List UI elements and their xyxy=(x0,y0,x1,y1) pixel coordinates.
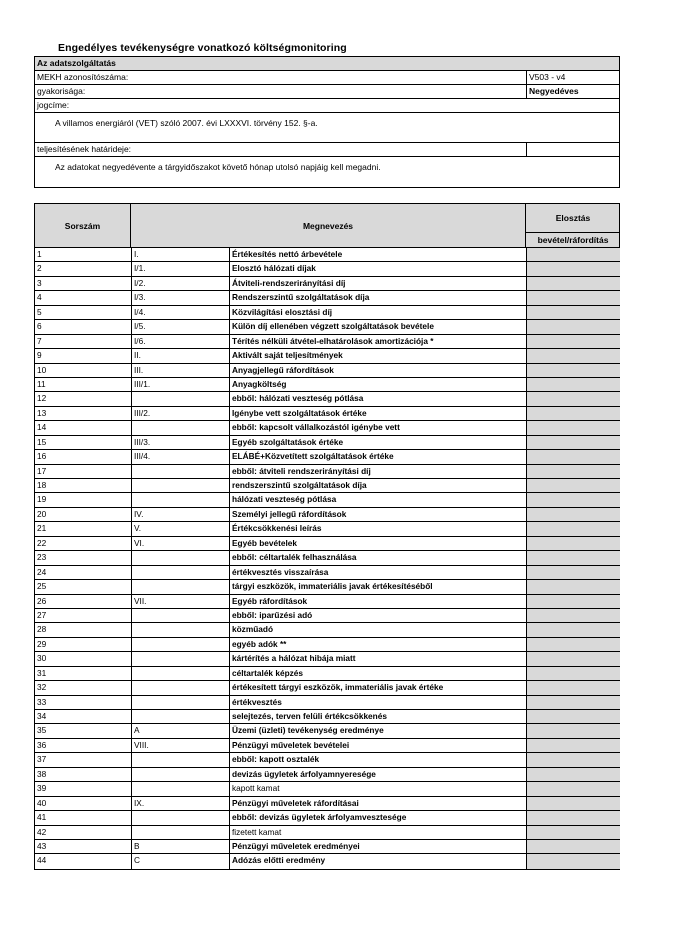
row-code xyxy=(131,811,229,824)
row-name: Átviteli-rendszerirányítási díj xyxy=(229,277,526,290)
row-number: 5 xyxy=(37,306,42,317)
row-name: ELÁBÉ+Közvetített szolgáltatások értéke xyxy=(229,450,526,463)
row-number: 13 xyxy=(37,407,47,418)
row-value-cell[interactable] xyxy=(526,638,620,651)
table-row xyxy=(35,508,619,522)
column-header-megnevezes: Megnevezés xyxy=(131,204,526,247)
row-value-cell[interactable] xyxy=(526,551,620,564)
row-name: Értékesítés nettó árbevétele xyxy=(229,248,526,261)
row-name: Üzemi (üzleti) tevékenység eredménye xyxy=(229,724,526,737)
row-code: I/3. xyxy=(131,291,229,304)
legal-row xyxy=(35,99,619,113)
mekh-row xyxy=(35,71,619,85)
frequency-row xyxy=(35,85,619,99)
row-value-cell[interactable] xyxy=(526,436,620,449)
row-code xyxy=(131,667,229,680)
row-code xyxy=(131,638,229,651)
deadline-text: Az adatokat negyedévente a tárgyidőszakot követő hónap utolsó napjáig kell megadni. xyxy=(55,162,381,172)
row-number: 28 xyxy=(37,624,47,635)
row-code: I/2. xyxy=(131,277,229,290)
table-row xyxy=(35,782,619,796)
row-value-cell[interactable] xyxy=(526,450,620,463)
row-name: kártérítés a hálózat hibája miatt xyxy=(229,652,526,665)
table-row xyxy=(35,595,619,609)
row-number: 15 xyxy=(37,436,47,447)
row-name: Pénzügyi műveletek bevételei xyxy=(229,739,526,752)
row-code xyxy=(131,826,229,839)
row-value-cell[interactable] xyxy=(526,797,620,810)
row-value-cell[interactable] xyxy=(526,609,620,622)
info-block xyxy=(34,56,620,188)
table-header xyxy=(35,204,619,248)
row-name: selejtezés, terven felüli értékcsökkenés xyxy=(229,710,526,723)
row-number: 11 xyxy=(37,378,46,389)
row-code xyxy=(131,465,229,478)
row-code xyxy=(131,609,229,622)
row-code: III/4. xyxy=(131,450,229,463)
row-code: III/1. xyxy=(131,378,229,391)
row-code xyxy=(131,493,229,506)
row-number: 20 xyxy=(37,508,47,519)
row-number: 30 xyxy=(37,653,47,664)
row-name: rendszerszintű szolgáltatások díja xyxy=(229,479,526,492)
table-row xyxy=(35,797,619,811)
row-code xyxy=(131,652,229,665)
row-number: 14 xyxy=(37,422,47,433)
row-number: 36 xyxy=(37,739,47,750)
row-value-cell[interactable] xyxy=(526,421,620,434)
row-value-cell[interactable] xyxy=(526,248,620,261)
row-code xyxy=(131,479,229,492)
row-code xyxy=(131,696,229,709)
row-value-cell[interactable] xyxy=(526,753,620,766)
row-code: I/4. xyxy=(131,306,229,319)
row-name: egyéb adók ** xyxy=(229,638,526,651)
table-row xyxy=(35,479,619,493)
table-row xyxy=(35,609,619,623)
row-code xyxy=(131,580,229,593)
row-code: II. xyxy=(131,349,229,362)
row-value-cell[interactable] xyxy=(526,537,620,550)
table-row xyxy=(35,306,619,320)
row-code: A xyxy=(131,724,229,737)
row-number: 19 xyxy=(37,494,47,505)
row-value-cell[interactable] xyxy=(526,826,620,839)
row-value-cell[interactable] xyxy=(526,378,620,391)
row-code xyxy=(131,782,229,795)
table-row xyxy=(35,248,619,262)
row-name: kapott kamat xyxy=(229,782,526,795)
table-row xyxy=(35,493,619,507)
row-name: Aktivált saját teljesítmények xyxy=(229,349,526,362)
row-code xyxy=(131,768,229,781)
row-name: Egyéb bevételek xyxy=(229,537,526,550)
row-number: 10 xyxy=(37,364,47,375)
row-value-cell[interactable] xyxy=(526,522,620,535)
row-name: tárgyi eszközök, immateriális javak értékesítéséből xyxy=(229,580,526,593)
row-code: C xyxy=(131,854,229,868)
deadline-row xyxy=(35,143,619,157)
row-code xyxy=(131,623,229,636)
table-row xyxy=(35,681,619,695)
row-number: 34 xyxy=(37,711,47,721)
row-name: Egyéb szolgáltatások értéke xyxy=(229,436,526,449)
row-number: 9 xyxy=(37,350,42,361)
legal-label: jogcíme: xyxy=(37,100,70,110)
row-name: Pénzügyi műveletek ráfordításai xyxy=(229,797,526,810)
row-value-cell[interactable] xyxy=(526,681,620,694)
row-value-cell[interactable] xyxy=(526,349,620,362)
row-name: Egyéb ráfordítások xyxy=(229,595,526,608)
row-code: IX. xyxy=(131,797,229,810)
row-number: 27 xyxy=(37,609,47,620)
row-code xyxy=(131,753,229,766)
table-row xyxy=(35,522,619,536)
table-row xyxy=(35,580,619,594)
row-value-cell[interactable] xyxy=(526,508,620,521)
row-code: III/2. xyxy=(131,407,229,420)
row-number: 25 xyxy=(37,581,47,592)
legal-text: A villamos energiáról (VET) szóló 2007. évi LXXXVI. törvény 152. §-a. xyxy=(55,118,318,128)
row-number: 31 xyxy=(37,667,47,678)
table-row xyxy=(35,739,619,753)
row-name: értékvesztés xyxy=(229,696,526,709)
row-code: VI. xyxy=(131,537,229,550)
table-row xyxy=(35,623,619,637)
row-code xyxy=(131,710,229,723)
deadline-label: teljesítésének határideje: xyxy=(37,144,132,154)
row-number: 35 xyxy=(37,725,47,736)
table-row xyxy=(35,566,619,580)
table-row xyxy=(35,753,619,767)
row-name: ebből: kapott osztalék xyxy=(229,753,526,766)
row-number: 17 xyxy=(37,465,47,476)
column-header-sorszam: Sorszám xyxy=(35,204,131,247)
row-name: Térítés nélküli átvétel-elhatárolások amortizációja * xyxy=(229,335,526,348)
row-name: ebből: átviteli rendszerirányítási díj xyxy=(229,465,526,478)
row-number: 37 xyxy=(37,754,47,765)
row-name: ebből: devizás ügyletek árfolyamveszteségе xyxy=(229,811,526,824)
row-value-cell[interactable] xyxy=(526,392,620,405)
table-row xyxy=(35,667,619,681)
row-number: 12 xyxy=(37,393,47,404)
row-value-cell[interactable] xyxy=(526,566,620,579)
table-row xyxy=(35,465,619,479)
row-code: I/6. xyxy=(131,335,229,348)
row-name: Igénybe vett szolgáltatások értéke xyxy=(229,407,526,420)
legal-text-row xyxy=(35,113,619,143)
mekh-value: V503 - v4 xyxy=(526,71,620,84)
row-code: III. xyxy=(131,364,229,377)
row-value-cell[interactable] xyxy=(526,320,620,333)
row-number: 3 xyxy=(37,277,42,288)
row-name: Pénzügyi műveletek eredményei xyxy=(229,840,526,853)
row-value-cell[interactable] xyxy=(526,595,620,608)
table-row xyxy=(35,392,619,406)
row-name: közműadó xyxy=(229,623,526,636)
row-number: 7 xyxy=(37,335,42,346)
row-name: Anyagköltség xyxy=(229,378,526,391)
row-number: 2 xyxy=(37,263,42,274)
table-row xyxy=(35,811,619,825)
info-section-header xyxy=(35,57,619,71)
column-header-elosztas: Elosztás xyxy=(526,204,620,233)
row-code xyxy=(131,421,229,434)
table-row xyxy=(35,291,619,305)
row-value-cell[interactable] xyxy=(526,479,620,492)
row-name: értékvesztés visszaírása xyxy=(229,566,526,579)
table-row xyxy=(35,436,619,450)
row-value-cell[interactable] xyxy=(526,782,620,795)
row-name: ebből: iparűzési adó xyxy=(229,609,526,622)
table-body xyxy=(35,248,619,869)
row-code: I. xyxy=(131,248,229,261)
row-code xyxy=(131,551,229,564)
row-number: 32 xyxy=(37,682,47,693)
row-name: hálózati veszteség pótlása xyxy=(229,493,526,506)
table-row xyxy=(35,724,619,738)
deadline-text-row xyxy=(35,157,619,187)
row-name: Adózás előtti eredmény xyxy=(229,854,526,868)
row-value-cell[interactable] xyxy=(526,696,620,709)
row-number: 42 xyxy=(37,826,47,837)
table-row xyxy=(35,638,619,652)
row-value-cell[interactable] xyxy=(526,768,620,781)
row-number: 33 xyxy=(37,696,47,707)
row-value-cell[interactable] xyxy=(526,580,620,593)
row-name: Külön díj ellenében végzett szolgáltatások bevétele xyxy=(229,320,526,333)
row-name: ebből: kapcsolt vállalkozástól igénybe vett xyxy=(229,421,526,434)
row-number: 22 xyxy=(37,537,47,548)
row-number: 38 xyxy=(37,768,47,779)
row-name: értékesített tárgyi eszközök, immateriális javak értéke xyxy=(229,681,526,694)
row-name: Értékcsökkenési leírás xyxy=(229,522,526,535)
table-row xyxy=(35,854,619,868)
table-row xyxy=(35,349,619,363)
cost-table xyxy=(34,203,620,870)
row-value-cell[interactable] xyxy=(526,291,620,304)
table-row xyxy=(35,421,619,435)
row-name: Rendszerszintű szolgáltatások díja xyxy=(229,291,526,304)
row-number: 39 xyxy=(37,783,47,794)
row-number: 21 xyxy=(37,523,47,534)
row-name: céltartalék képzés xyxy=(229,667,526,680)
row-code xyxy=(131,566,229,579)
row-name: devizás ügyletek árfolyamnyeresége xyxy=(229,768,526,781)
row-value-cell[interactable] xyxy=(526,739,620,752)
table-row xyxy=(35,768,619,782)
row-code: V. xyxy=(131,522,229,535)
row-number: 23 xyxy=(37,552,47,563)
row-number: 4 xyxy=(37,292,42,303)
table-row xyxy=(35,652,619,666)
row-code: III/3. xyxy=(131,436,229,449)
row-value-cell[interactable] xyxy=(526,262,620,275)
table-row xyxy=(35,364,619,378)
table-row xyxy=(35,378,619,392)
row-name: Elosztó hálózati díjak xyxy=(229,262,526,275)
row-value-cell[interactable] xyxy=(526,277,620,290)
row-number: 41 xyxy=(37,812,47,823)
mekh-label: MEKH azonosítószáma: xyxy=(37,72,129,82)
row-value-cell[interactable] xyxy=(526,710,620,723)
row-number: 26 xyxy=(37,595,47,606)
row-value-cell[interactable] xyxy=(526,335,620,348)
row-name: ebből: hálózati veszteség pótlása xyxy=(229,392,526,405)
row-code: I/5. xyxy=(131,320,229,333)
row-value-cell[interactable] xyxy=(526,306,620,319)
table-row xyxy=(35,407,619,421)
row-number: 6 xyxy=(37,321,42,332)
frequency-value: Negyedéves xyxy=(526,85,620,98)
deadline-value xyxy=(526,143,620,156)
row-code: VII. xyxy=(131,595,229,608)
table-row xyxy=(35,826,619,840)
row-code xyxy=(131,681,229,694)
column-header-bevetel: bevétel/ráfordítás xyxy=(537,235,609,245)
row-code: IV. xyxy=(131,508,229,521)
table-row xyxy=(35,537,619,551)
row-value-cell[interactable] xyxy=(526,667,620,680)
row-value-cell[interactable] xyxy=(526,652,620,665)
row-name: Személyi jellegű ráfordítások xyxy=(229,508,526,521)
row-value-cell[interactable] xyxy=(526,364,620,377)
table-row xyxy=(35,335,619,349)
row-value-cell[interactable] xyxy=(526,623,620,636)
table-row xyxy=(35,320,619,334)
row-number: 43 xyxy=(37,840,47,851)
table-row xyxy=(35,277,619,291)
table-row xyxy=(35,450,619,464)
row-number: 29 xyxy=(37,638,47,649)
row-value-cell[interactable] xyxy=(526,811,620,824)
row-number: 16 xyxy=(37,451,47,462)
table-row xyxy=(35,710,619,724)
row-value-cell[interactable] xyxy=(526,840,620,853)
table-row xyxy=(35,262,619,276)
row-code: VIII. xyxy=(131,739,229,752)
page-title: Engedélyes tevékenységre vonatkozó költségmonitoring xyxy=(58,42,347,54)
row-number: 40 xyxy=(37,797,47,808)
row-value-cell[interactable] xyxy=(526,493,620,506)
row-code: I/1. xyxy=(131,262,229,275)
row-value-cell[interactable] xyxy=(526,407,620,420)
row-name: Közvilágítási elosztási díj xyxy=(229,306,526,319)
table-row xyxy=(35,551,619,565)
row-name: ebből: céltartalék felhasználása xyxy=(229,551,526,564)
row-number: 1 xyxy=(37,249,42,259)
row-number: 18 xyxy=(37,480,47,490)
frequency-label: gyakorisága: xyxy=(37,86,86,96)
row-value-cell[interactable] xyxy=(526,854,620,868)
row-value-cell[interactable] xyxy=(526,465,620,478)
row-value-cell[interactable] xyxy=(526,724,620,737)
table-row xyxy=(35,696,619,710)
row-name: fizetett kamat xyxy=(229,826,526,839)
row-number: 24 xyxy=(37,566,47,577)
row-name: Anyagjellegű ráfordítások xyxy=(229,364,526,377)
table-row xyxy=(35,840,619,854)
row-code: B xyxy=(131,840,229,853)
row-code xyxy=(131,392,229,405)
row-number: 44 xyxy=(37,855,47,866)
info-section-label: Az adatszolgáltatás xyxy=(37,58,116,68)
